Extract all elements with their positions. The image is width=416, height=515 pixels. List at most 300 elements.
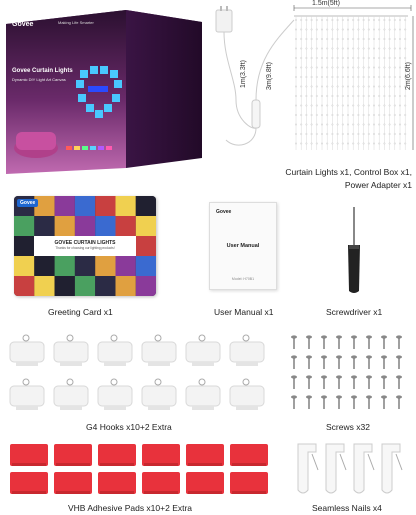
- light-bead: [295, 86, 297, 88]
- light-bead: [363, 48, 365, 50]
- hook-icon: [54, 335, 88, 366]
- screwdriver-caption: Screwdriver x1: [326, 307, 383, 317]
- light-bead: [300, 95, 302, 97]
- screws-caption: Screws x32: [326, 422, 370, 432]
- screw-icon: [381, 355, 387, 369]
- light-bead: [321, 38, 323, 40]
- light-bead: [326, 124, 328, 126]
- screw-icon: [321, 395, 327, 409]
- nails-icon-grid: [294, 440, 410, 498]
- light-bead: [384, 133, 386, 135]
- light-bead: [316, 76, 318, 78]
- screw-icon: [396, 395, 402, 409]
- light-bead: [337, 67, 339, 69]
- light-bead: [300, 76, 302, 78]
- card-tile: [75, 256, 95, 276]
- greeting-card-title: GOVEE CURTAIN LIGHTS: [54, 240, 116, 246]
- screw-icon: [336, 355, 342, 369]
- light-bead: [300, 48, 302, 50]
- light-bead: [368, 29, 370, 31]
- light-bead: [404, 29, 406, 31]
- screwdriver-icon: [334, 205, 374, 295]
- light-bead: [389, 38, 391, 40]
- light-bead: [347, 29, 349, 31]
- light-bead: [378, 114, 380, 116]
- light-bead: [316, 67, 318, 69]
- screw-icon: [366, 355, 372, 369]
- light-bead: [311, 76, 313, 78]
- card-tile: [95, 196, 115, 216]
- light-bead: [394, 105, 396, 107]
- light-bead: [363, 86, 365, 88]
- light-bead: [300, 57, 302, 59]
- light-bead: [358, 105, 360, 107]
- screws: [288, 333, 410, 415]
- light-bead: [394, 19, 396, 21]
- light-bead: [384, 124, 386, 126]
- light-bead: [368, 48, 370, 50]
- light-bead: [295, 57, 297, 59]
- hook-icon: [10, 335, 44, 366]
- light-bead: [295, 95, 297, 97]
- light-bead: [306, 114, 308, 116]
- light-bead: [316, 105, 318, 107]
- light-bead: [352, 19, 354, 21]
- light-bead: [373, 29, 375, 31]
- light-bead: [378, 133, 380, 135]
- light-bead: [295, 38, 297, 40]
- light-bead: [332, 48, 334, 50]
- light-bead: [321, 48, 323, 50]
- card-tile: [95, 276, 115, 296]
- light-bead: [389, 86, 391, 88]
- light-bead: [399, 143, 401, 145]
- light-bead: [404, 38, 406, 40]
- light-bead: [321, 95, 323, 97]
- light-bead: [368, 76, 370, 78]
- light-bead: [384, 105, 386, 107]
- card-tile: [136, 276, 156, 296]
- light-bead: [368, 38, 370, 40]
- nails-caption: Seamless Nails x4: [312, 503, 382, 513]
- light-bead: [373, 38, 375, 40]
- light-bead: [384, 29, 386, 31]
- light-bead: [342, 124, 344, 126]
- light-bead: [368, 105, 370, 107]
- hook-icon: [230, 335, 264, 366]
- light-bead: [394, 48, 396, 50]
- light-bead: [363, 29, 365, 31]
- light-bead: [321, 124, 323, 126]
- seamless-nail-icon: [382, 444, 402, 493]
- light-bead: [337, 19, 339, 21]
- light-bead: [389, 57, 391, 59]
- light-bead: [316, 57, 318, 59]
- light-bead: [295, 19, 297, 21]
- light-bead: [368, 114, 370, 116]
- light-bead: [352, 143, 354, 145]
- light-bead: [332, 76, 334, 78]
- light-bead: [394, 133, 396, 135]
- light-bead: [347, 143, 349, 145]
- card-tile: [136, 196, 156, 216]
- light-bead: [368, 67, 370, 69]
- card-tile: [116, 196, 136, 216]
- user-manual-brand: Govee: [216, 209, 232, 215]
- screw-icon: [336, 375, 342, 389]
- screw-icon: [396, 335, 402, 349]
- light-bead: [347, 57, 349, 59]
- card-tile: [116, 256, 136, 276]
- card-tile: [95, 216, 115, 236]
- hook-icon: [54, 379, 88, 410]
- light-bead: [306, 86, 308, 88]
- curtain-lights-illustration: [206, 0, 416, 195]
- light-bead: [404, 19, 406, 21]
- light-bead: [326, 57, 328, 59]
- light-bead: [394, 57, 396, 59]
- screws-icon-grid: [288, 333, 410, 415]
- g4-hooks: [6, 332, 272, 416]
- light-bead: [326, 67, 328, 69]
- screwdriver: [334, 205, 374, 295]
- hook-icon: [230, 379, 264, 410]
- light-bead: [394, 114, 396, 116]
- user-manual-model: Model: H70B1: [231, 277, 255, 281]
- light-bead: [300, 67, 302, 69]
- light-bead: [300, 105, 302, 107]
- light-bead: [358, 76, 360, 78]
- light-bead: [347, 86, 349, 88]
- light-bead: [399, 38, 401, 40]
- light-bead: [342, 29, 344, 31]
- light-bead: [300, 29, 302, 31]
- light-bead: [358, 143, 360, 145]
- screw-icon: [396, 375, 402, 389]
- light-bead: [373, 57, 375, 59]
- light-bead: [326, 114, 328, 116]
- greeting-card-caption: Greeting Card x1: [48, 307, 113, 317]
- pads-icon-grid: [8, 442, 278, 498]
- light-bead: [394, 38, 396, 40]
- light-bead: [384, 48, 386, 50]
- user-manual: [209, 202, 277, 290]
- light-bead: [321, 143, 323, 145]
- light-bead: [368, 143, 370, 145]
- light-bead: [358, 95, 360, 97]
- light-bead: [347, 133, 349, 135]
- light-bead: [352, 29, 354, 31]
- light-bead: [352, 86, 354, 88]
- greeting-card-logo: Govee: [17, 199, 38, 207]
- light-bead: [306, 133, 308, 135]
- screw-icon: [351, 375, 357, 389]
- light-bead: [342, 48, 344, 50]
- vhb-adhesive-pads: [8, 442, 278, 498]
- hook-icon: [142, 379, 176, 410]
- light-bead: [358, 86, 360, 88]
- card-tile: [55, 196, 75, 216]
- hook-icon: [186, 379, 220, 410]
- light-bead: [347, 105, 349, 107]
- light-bead: [358, 124, 360, 126]
- light-bead: [326, 86, 328, 88]
- light-bead: [363, 133, 365, 135]
- light-bead: [399, 57, 401, 59]
- light-bead: [384, 95, 386, 97]
- light-bead: [358, 67, 360, 69]
- seamless-nail-icon: [354, 444, 374, 493]
- light-bead: [326, 143, 328, 145]
- light-bead: [399, 48, 401, 50]
- light-bead: [295, 143, 297, 145]
- screw-icon: [351, 355, 357, 369]
- light-bead: [368, 86, 370, 88]
- screw-icon: [351, 395, 357, 409]
- light-bead: [378, 38, 380, 40]
- light-bead: [358, 48, 360, 50]
- screw-icon: [366, 395, 372, 409]
- box-product-name: Govee Curtain Lights: [12, 68, 73, 74]
- light-bead: [316, 95, 318, 97]
- light-bead: [337, 143, 339, 145]
- light-bead: [306, 38, 308, 40]
- light-bead: [384, 57, 386, 59]
- light-bead: [384, 86, 386, 88]
- light-bead: [332, 19, 334, 21]
- light-bead: [404, 48, 406, 50]
- light-bead: [326, 105, 328, 107]
- adhesive-pad-icon: [230, 444, 268, 466]
- light-bead: [352, 124, 354, 126]
- light-bead: [389, 95, 391, 97]
- screw-icon: [291, 375, 297, 389]
- screw-icon: [396, 355, 402, 369]
- light-bead: [384, 143, 386, 145]
- controller-cable-length: 3m(9.8ft): [266, 62, 273, 91]
- light-bead: [368, 19, 370, 21]
- light-bead: [358, 29, 360, 31]
- light-bead: [300, 38, 302, 40]
- card-tile: [14, 236, 34, 256]
- light-bead: [404, 133, 406, 135]
- light-bead: [311, 57, 313, 59]
- hook-icon: [10, 379, 44, 410]
- light-bead: [316, 124, 318, 126]
- light-bead: [394, 76, 396, 78]
- product-box-illustration: [6, 8, 202, 174]
- light-bead: [321, 19, 323, 21]
- light-bead: [378, 105, 380, 107]
- light-bead: [311, 105, 313, 107]
- card-tile: [116, 216, 136, 236]
- light-bead: [368, 57, 370, 59]
- light-bead: [399, 19, 401, 21]
- light-bead: [373, 133, 375, 135]
- light-bead: [363, 143, 365, 145]
- light-bead: [300, 86, 302, 88]
- seamless-nail-icon: [326, 444, 346, 493]
- light-bead: [337, 133, 339, 135]
- light-bead: [399, 133, 401, 135]
- light-bead: [363, 114, 365, 116]
- light-bead: [347, 124, 349, 126]
- light-bead: [295, 124, 297, 126]
- light-bead: [368, 133, 370, 135]
- light-bead: [326, 95, 328, 97]
- light-bead: [321, 76, 323, 78]
- light-bead: [321, 67, 323, 69]
- light-bead: [332, 29, 334, 31]
- light-bead: [378, 57, 380, 59]
- adhesive-pad-icon: [54, 444, 92, 466]
- light-bead: [300, 143, 302, 145]
- light-bead: [342, 57, 344, 59]
- light-bead: [363, 95, 365, 97]
- light-bead: [373, 95, 375, 97]
- light-bead: [311, 124, 313, 126]
- card-tile: [75, 216, 95, 236]
- light-bead: [337, 124, 339, 126]
- box-brand: Govee: [12, 21, 34, 28]
- light-bead: [373, 76, 375, 78]
- light-bead: [337, 105, 339, 107]
- light-bead: [321, 105, 323, 107]
- greeting-card: [14, 196, 156, 296]
- light-bead: [394, 124, 396, 126]
- light-bead: [326, 133, 328, 135]
- light-bead: [394, 67, 396, 69]
- screw-icon: [336, 335, 342, 349]
- card-tile: [136, 216, 156, 236]
- light-bead: [342, 133, 344, 135]
- light-bead: [368, 95, 370, 97]
- light-bead: [363, 19, 365, 21]
- screw-icon: [321, 335, 327, 349]
- adhesive-pad-icon: [186, 472, 224, 494]
- light-bead: [295, 67, 297, 69]
- light-bead: [384, 67, 386, 69]
- light-bead: [363, 105, 365, 107]
- light-bead: [332, 57, 334, 59]
- hook-icon: [142, 335, 176, 366]
- seamless-nail-icon: [298, 444, 318, 493]
- light-bead: [352, 48, 354, 50]
- light-bead: [378, 19, 380, 21]
- pads-caption: VHB Adhesive Pads x10+2 Extra: [68, 503, 193, 513]
- screw-icon: [306, 395, 312, 409]
- light-bead: [306, 67, 308, 69]
- light-bead: [368, 124, 370, 126]
- light-bead: [337, 38, 339, 40]
- card-tile: [55, 256, 75, 276]
- light-bead: [352, 133, 354, 135]
- light-bead: [347, 19, 349, 21]
- hooks-caption: G4 Hooks x10+2 Extra: [86, 422, 172, 432]
- light-bead: [316, 133, 318, 135]
- screw-icon: [291, 355, 297, 369]
- light-bead: [316, 86, 318, 88]
- light-bead: [326, 48, 328, 50]
- light-bead: [342, 95, 344, 97]
- light-bead: [316, 114, 318, 116]
- light-bead: [332, 133, 334, 135]
- light-bead: [337, 114, 339, 116]
- light-bead: [389, 114, 391, 116]
- light-bead: [300, 19, 302, 21]
- light-bead: [347, 67, 349, 69]
- screw-icon: [381, 335, 387, 349]
- light-bead: [378, 48, 380, 50]
- light-bead: [378, 124, 380, 126]
- light-bead: [306, 57, 308, 59]
- curtain-caption-line1: Curtain Lights x1, Control Box x1,: [285, 167, 412, 177]
- light-bead: [378, 143, 380, 145]
- curtain-width-label: 1.5m(5ft): [312, 0, 341, 7]
- adhesive-pad-icon: [142, 472, 180, 494]
- hooks-icon-grid: [6, 332, 272, 416]
- light-bead: [337, 95, 339, 97]
- light-bead: [404, 95, 406, 97]
- card-tile: [34, 216, 54, 236]
- light-bead: [321, 29, 323, 31]
- light-bead: [337, 57, 339, 59]
- light-bead: [316, 143, 318, 145]
- adhesive-pad-icon: [98, 444, 136, 466]
- product-box: [6, 8, 202, 174]
- light-bead: [389, 48, 391, 50]
- light-bead: [300, 124, 302, 126]
- screw-icon: [366, 375, 372, 389]
- light-bead: [394, 95, 396, 97]
- light-bead: [404, 124, 406, 126]
- card-tile: [116, 276, 136, 296]
- light-bead: [384, 114, 386, 116]
- light-bead: [332, 114, 334, 116]
- light-bead: [326, 19, 328, 21]
- light-bead: [358, 57, 360, 59]
- greeting-card-banner: [34, 236, 136, 256]
- light-bead: [332, 105, 334, 107]
- light-bead: [295, 29, 297, 31]
- light-bead: [326, 76, 328, 78]
- light-bead: [389, 133, 391, 135]
- light-bead: [316, 48, 318, 50]
- box-product-subtitle: Dynamic DIY Light Art Canvas: [12, 77, 66, 82]
- light-bead: [306, 105, 308, 107]
- light-bead: [373, 86, 375, 88]
- light-bead: [352, 95, 354, 97]
- light-bead: [311, 19, 313, 21]
- light-bead: [358, 38, 360, 40]
- screw-icon: [381, 375, 387, 389]
- light-bead: [342, 143, 344, 145]
- light-bead: [399, 95, 401, 97]
- adhesive-pad-icon: [54, 472, 92, 494]
- light-bead: [326, 29, 328, 31]
- light-bead: [389, 67, 391, 69]
- light-bead: [347, 95, 349, 97]
- light-bead: [352, 114, 354, 116]
- screw-icon: [351, 335, 357, 349]
- adhesive-pad-icon: [186, 444, 224, 466]
- light-bead: [394, 29, 396, 31]
- light-bead: [300, 133, 302, 135]
- light-bead: [373, 67, 375, 69]
- light-bead: [347, 114, 349, 116]
- light-bead: [311, 95, 313, 97]
- light-bead: [311, 48, 313, 50]
